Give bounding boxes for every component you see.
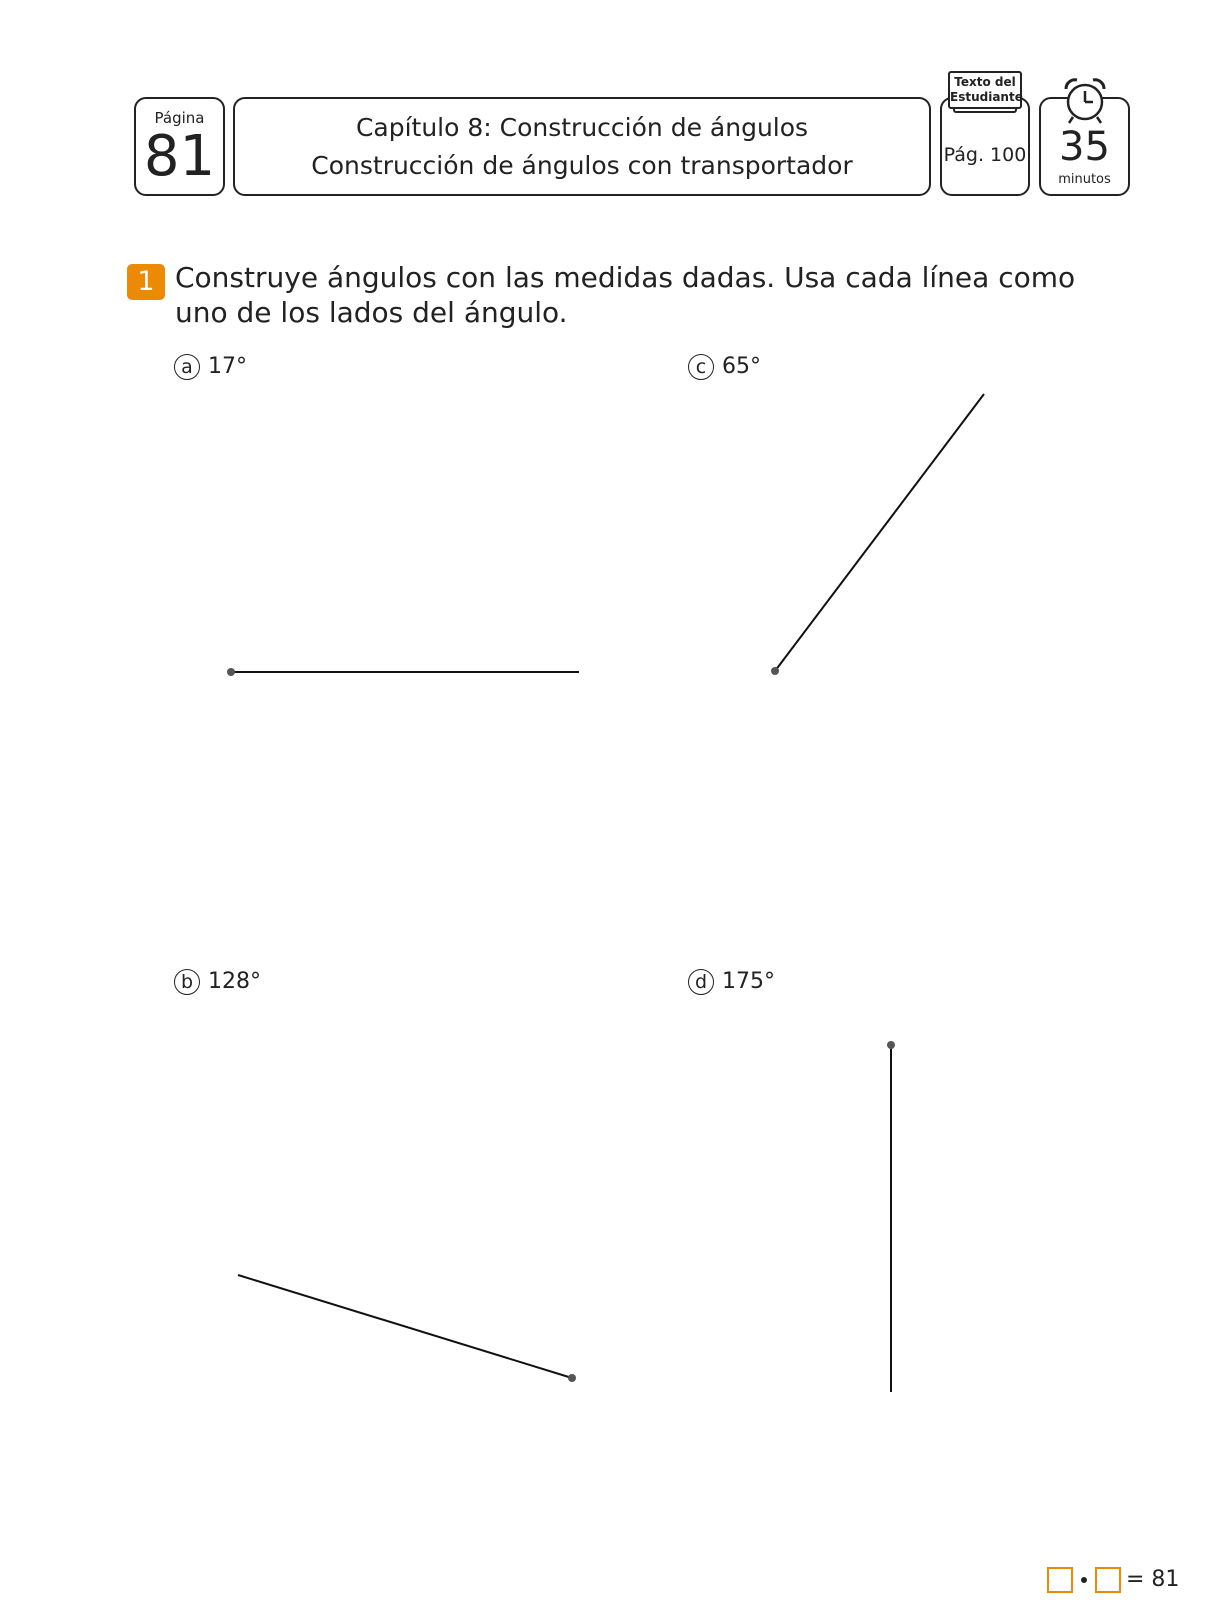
item-b-letter: b [174, 969, 200, 995]
time-value: 35 [1059, 124, 1110, 170]
footer-equation [1047, 1565, 1179, 1595]
vertex-b [568, 1374, 576, 1382]
textbook-badge-label: Texto del Estudiante [950, 75, 1023, 104]
item-c-degrees: 65° [722, 354, 761, 379]
vertex-a [227, 668, 235, 676]
blank-box-2 [1095, 1567, 1121, 1593]
equation-result: = 81 [1126, 1567, 1180, 1592]
textbook-page: Pág. 100 [943, 144, 1027, 166]
question-text: Construye ángulos con las medidas dadas. Usa cada línea como uno de los lados del ángulo. [175, 261, 1076, 329]
ray-a [227, 668, 579, 676]
ray-c [771, 394, 984, 675]
item-d-letter: d [688, 969, 714, 995]
vertex-d [887, 1041, 895, 1049]
page-number: 81 [143, 124, 216, 189]
item-a-degrees: 17° [208, 354, 247, 379]
chapter-title: Capítulo 8: Construcción de ángulos [355, 113, 809, 142]
item-d-degrees: 175° [722, 969, 775, 994]
vertex-c [771, 667, 779, 675]
item-a-letter: a [174, 354, 200, 380]
page-label: Página [154, 109, 205, 127]
item-b-degrees: 128° [208, 969, 261, 994]
ray-b [238, 1275, 576, 1382]
question-number: 1 [127, 264, 165, 300]
ray-d [887, 1041, 895, 1392]
multiply-dot [1081, 1577, 1087, 1583]
item-c-letter: c [688, 354, 714, 380]
time-unit: minutos [1058, 172, 1111, 187]
lesson-title: Construcción de ángulos con transportador [311, 151, 853, 180]
blank-box-1 [1047, 1567, 1073, 1593]
